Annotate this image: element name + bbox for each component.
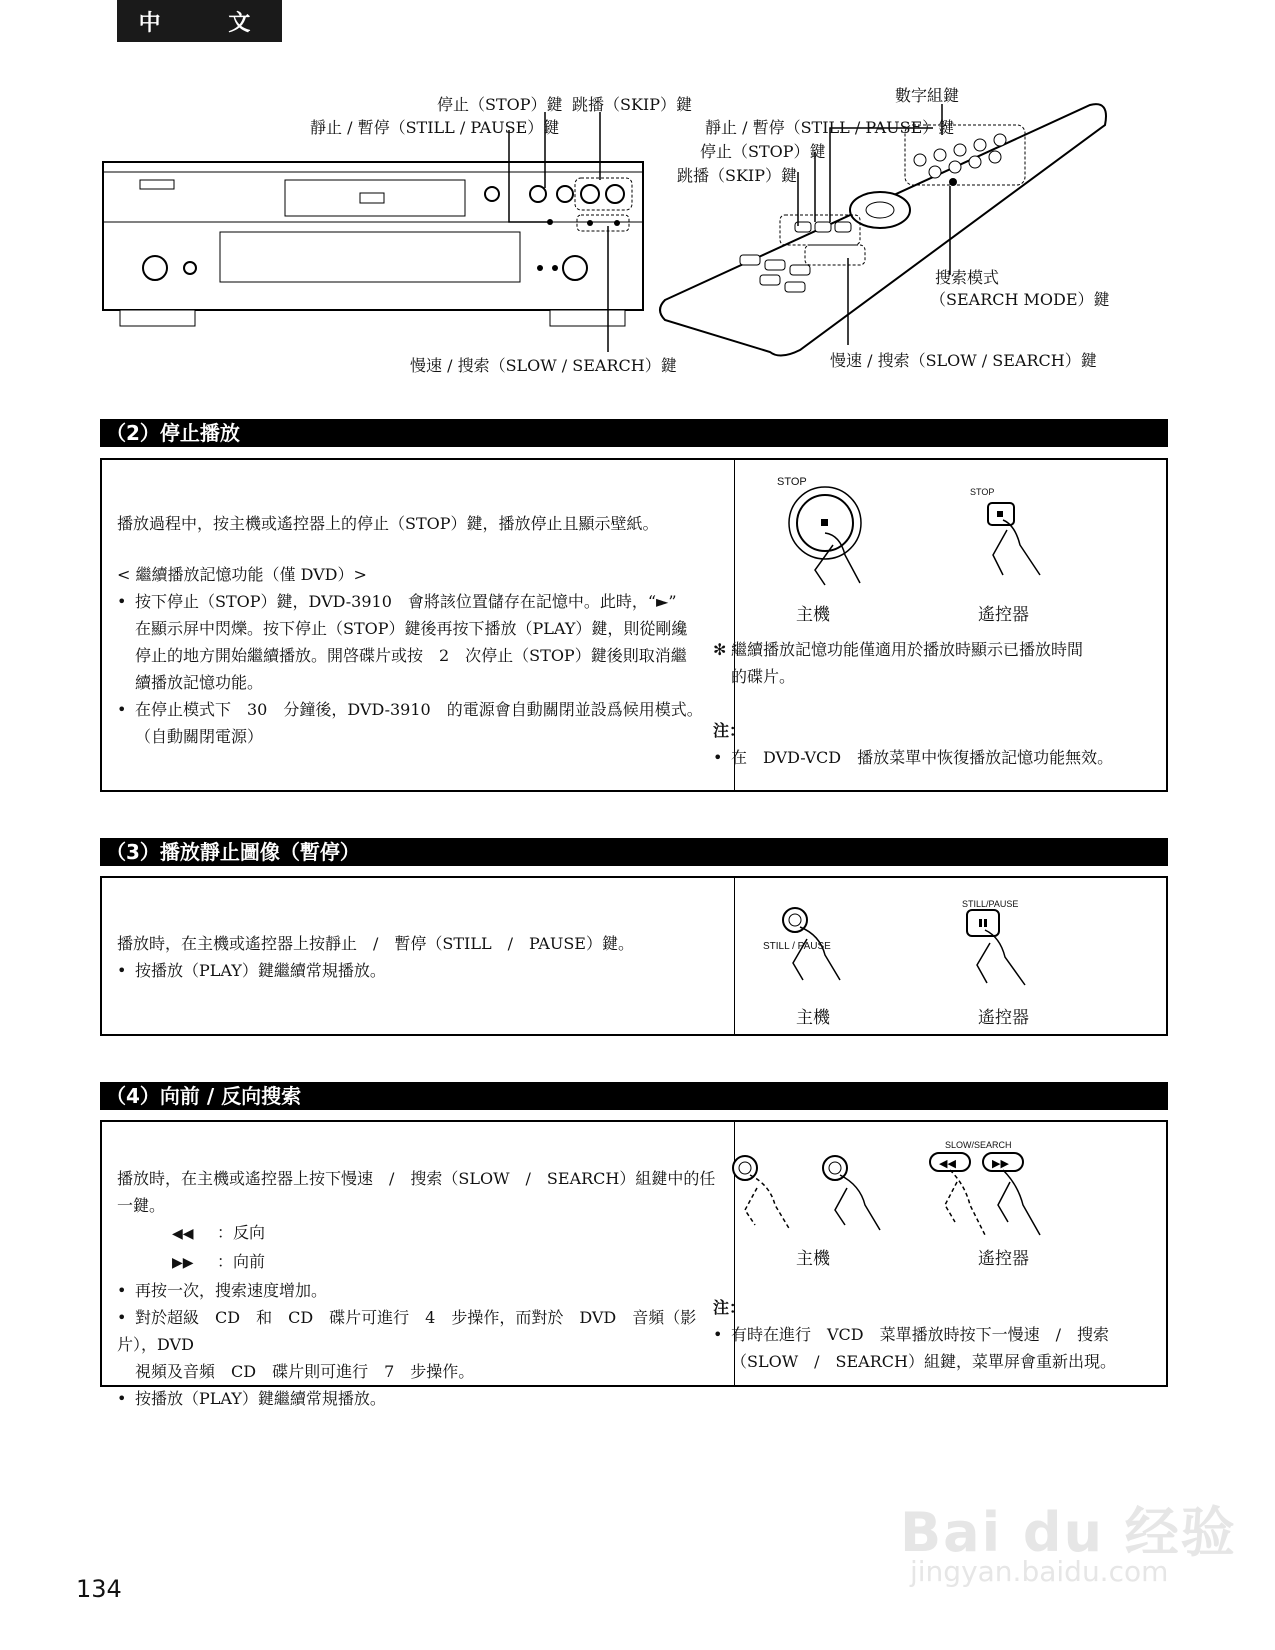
remote-skip-label: 跳播（SKIP）鍵 [677,166,798,185]
player-skip-label: 跳播（SKIP）鍵 [572,95,693,114]
remote-search-mode-key-label: （SEARCH MODE）鍵 [930,290,1110,309]
stop-main-label: STOP [777,476,807,488]
pause-caption-remote: 遙控器 [978,1008,1029,1028]
stop-notes: ✻ 繼續播放記憶功能僅適用於播放時顯示已播放時間 的碟片。 注： • 在 DVD-VCD 播放菜單中恢復播放記憶功能無效。 [713,640,1114,767]
player-stop-label: 停止（STOP）鍵 [437,95,563,114]
search-caption-main: 主機 [796,1249,830,1269]
player-still-pause-label: 靜止 / 暫停（STILL / PAUSE）鍵 [310,118,560,137]
baidu-watermark: Bai du 经验 [900,1501,1237,1564]
stop-remote-label: STOP [970,487,995,497]
remote-stop-label: 停止（STOP）鍵 [700,142,826,161]
search-remote-label: SLOW/SEARCH [945,1140,1012,1150]
pause-button-hand-illustration [745,895,1165,1015]
baidu-watermark-url: jingyan.baidu.com [910,1555,1169,1588]
reverse-icon: ◀◀ [172,1226,194,1242]
language-tab: 中 文 [117,0,282,42]
page-number: 134 [76,1575,122,1603]
remote-numeric-label: 數字組鍵 [895,86,960,105]
svg-text:▶▶: ▶▶ [992,1158,1009,1170]
player-slow-search-label: 慢速 / 搜索（SLOW / SEARCH）鍵 [410,356,677,375]
search-text: 播放時，在主機或遙控器上按下慢速 / 搜索（SLOW / SEARCH）組鍵中的任一鍵。 ◀◀ ：反向 ▶▶ ：向前 • 再按一次，搜索速度增加。 • 對於超級 CD 和 CD 碟片可進行 4 步操作，而對於 DVD 音頻（影片），DVD 視頻及音頻 CD 碟片則可進行 7 步操作。 • 按播放（PLAY）鍵繼續常規播放。 [117,1169,716,1408]
pause-main-label: STILL / PAUSE [763,941,831,952]
pause-remote-label: STILL/PAUSE [962,899,1019,909]
section-title-stop: （2）停止播放 [100,419,1168,447]
search-caption-remote: 遙控器 [978,1249,1029,1269]
remote-search-mode-label: 搜索模式 [935,268,1000,287]
pause-caption-main: 主機 [796,1008,830,1028]
dvd-player-illustration [103,162,643,326]
pause-text: 播放時，在主機或遙控器上按靜止 / 暫停（STILL / PAUSE）鍵。 • 按播放（PLAY）鍵繼續常規播放。 [117,934,634,980]
player-remote-diagram [0,0,1275,400]
remote-slow-search-label: 慢速 / 搜索（SLOW / SEARCH）鍵 [830,351,1097,370]
section-title-pause: （3）播放靜止圖像（暫停） [100,838,1168,866]
svg-text:◀◀: ◀◀ [939,1158,956,1170]
stop-caption-main: 主機 [796,605,830,625]
section-title-search: （4）向前 / 反向搜索 [100,1082,1168,1110]
forward-icon: ▶▶ [172,1255,194,1271]
search-button-hand-illustration [725,1150,1145,1260]
stop-caption-remote: 遙控器 [978,605,1029,625]
search-notes: 注： • 有時在進行 VCD 菜單播放時按下一慢速 / 搜索 （SLOW / SEARCH）組鍵，菜單屏會重新出現。 [713,1298,1116,1371]
remote-still-pause-label: 靜止 / 暫停（STILL / PAUSE）鍵 [705,118,955,137]
stop-text: 播放過程中，按主機或遙控器上的停止（STOP）鍵，播放停止且顯示壁紙。 < 繼續播放記憶功能（僅 DVD）> • 按下停止（STOP）鍵，DVD-3910 會將該位置儲存在記憶中。此時，“►” 在顯示屏中閃爍。按下停止（STOP）鍵後再按下播放（PLAY）鍵，則從剛纔 停止的地方開始繼續播放。開啓碟片或按 2 次停止（STOP）鍵後則取消繼 續播放記憶功能。 • 在停止模式下 30 分鐘後，DVD-3910 的電源會自動關閉並設爲候用模式。 （自動關閉電源） [117,514,703,746]
